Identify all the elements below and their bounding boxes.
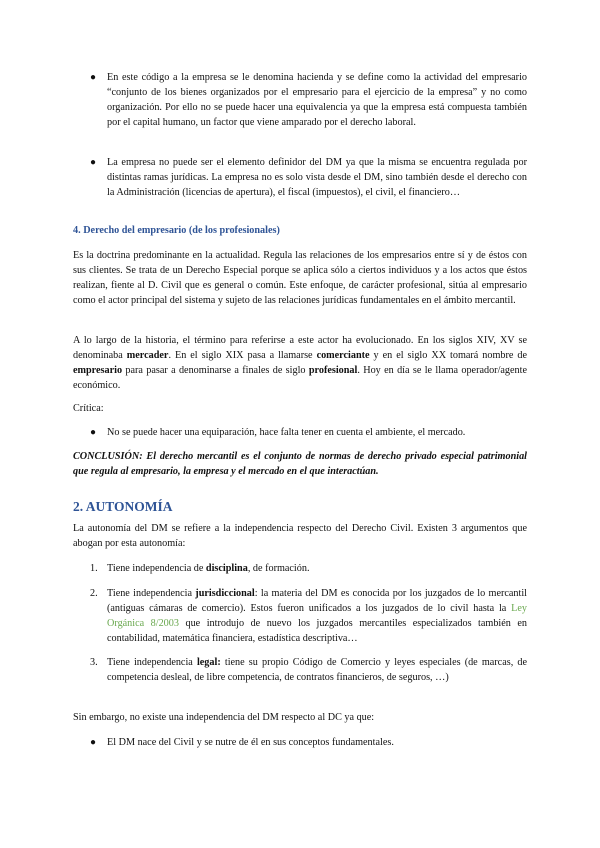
critica-label: Crítica: [73, 403, 104, 414]
critica-bullet: No se puede hacer una equiparación, hace falta tener en cuenta el ambiente, el mercado. [107, 427, 466, 438]
section-2-heading: 2. AUTONOMÍA [73, 499, 173, 514]
section-4-heading: 4. Derecho del empresario (de los profesionales) [73, 225, 280, 236]
ley-organica-link[interactable]: Ley Orgánica 8/2003 [107, 603, 527, 629]
autonomia-item-2: Tiene independencia jurisdiccional: la materia del DM es conocida por los juzgados de lo mercantil (antiguas cámaras de comercio). Estos fueron unificados a los juzgados de lo civil hasta la Ley Orgánica 8/2003 que introdujo de nuevo los juzgados mercantiles especializados también en contabilidad, matemática financiera, estadística descriptiva… [107, 588, 527, 644]
section-4-paragraph-1: Es la doctrina predominante en la actualidad. Regula las relaciones de los empresarios entre sí y de éstos con sus clientes. Se trata de un Derecho Especial porque se aplica sólo a ciertos individuos y a los actos que éstos realizan, fiente al D. Civil que es general o común. Este enfoque, de carácter profesional, sitúa al empresario como el actor principal del sistema y sujeto de las relaciones jurídicas fundamentales en el ámbito mercantil. [73, 250, 527, 306]
term-comerciante: comerciante [316, 350, 370, 361]
term-empresario: empresario [73, 365, 123, 376]
intro-bullet-1: En este código a la empresa se le denomina hacienda y se define como la actividad del empresario “conjunto de los bienes organizados por el empresario para el ejercicio de la empresa” y no como organización. Por ello no se puede hacer una equivalencia ya que la empresa está compuesta también por el capital humano, un factor que viene amparado por el derecho laboral. [107, 72, 527, 128]
bullet-marker: ● [90, 427, 97, 438]
sin-embargo-text: Sin embargo, no existe una independencia del DM respecto al DC ya que: [73, 712, 375, 723]
autonomia-intro: La autonomía del DM se refiere a la independencia respecto del Derecho Civil. Existen 3 argumentos que abogan por esta autonomía: [73, 523, 527, 549]
final-bullet: El DM nace del Civil y se nutre de él en sus conceptos fundamentales. [107, 737, 394, 748]
term-mercader: mercader [126, 350, 169, 361]
list-number: 2. [90, 588, 98, 599]
term-profesional: profesional [308, 365, 358, 376]
list-number: 1. [90, 563, 98, 574]
intro-bullet-2: La empresa no puede ser el elemento definidor del DM ya que la misma se encuentra regulada por distintas ramas jurídicas. La empresa no es solo vista desde el DM, sino también desde el derecho con la Administración (licencias de apertura), el fiscal (impuestos), el civil, el financiero… [107, 157, 527, 198]
bullet-marker: ● [90, 737, 97, 748]
list-number: 3. [90, 657, 98, 668]
autonomia-item-1: Tiene independencia de disciplina, de formación. [107, 563, 310, 574]
bullet-marker: ● [90, 157, 97, 168]
autonomia-item-3: Tiene independencia legal: tiene su propio Código de Comercio y leyes especiales (de marcas, de competencia desleal, de libre competencia, de contratos financieros, de seguros, …) [107, 657, 527, 683]
bullet-marker: ● [90, 72, 97, 83]
conclusion: CONCLUSIÓN: El derecho mercantil es el conjunto de normas de derecho privado especial patrimonial que regula al empresario, la empresa y el mercado en el que interactúan. [73, 451, 527, 477]
section-4-paragraph-2: A lo largo de la historia, el término para referirse a este actor ha evolucionado. En los siglos XIV, XV se denominaba mercader. En el siglo XIX pasa a llamarse comerciante y en el siglo XX tomará nombre de empresario para pasar a denominarse a finales de siglo profesional. Hoy en día se le llama operador/agente económico. [73, 335, 528, 391]
